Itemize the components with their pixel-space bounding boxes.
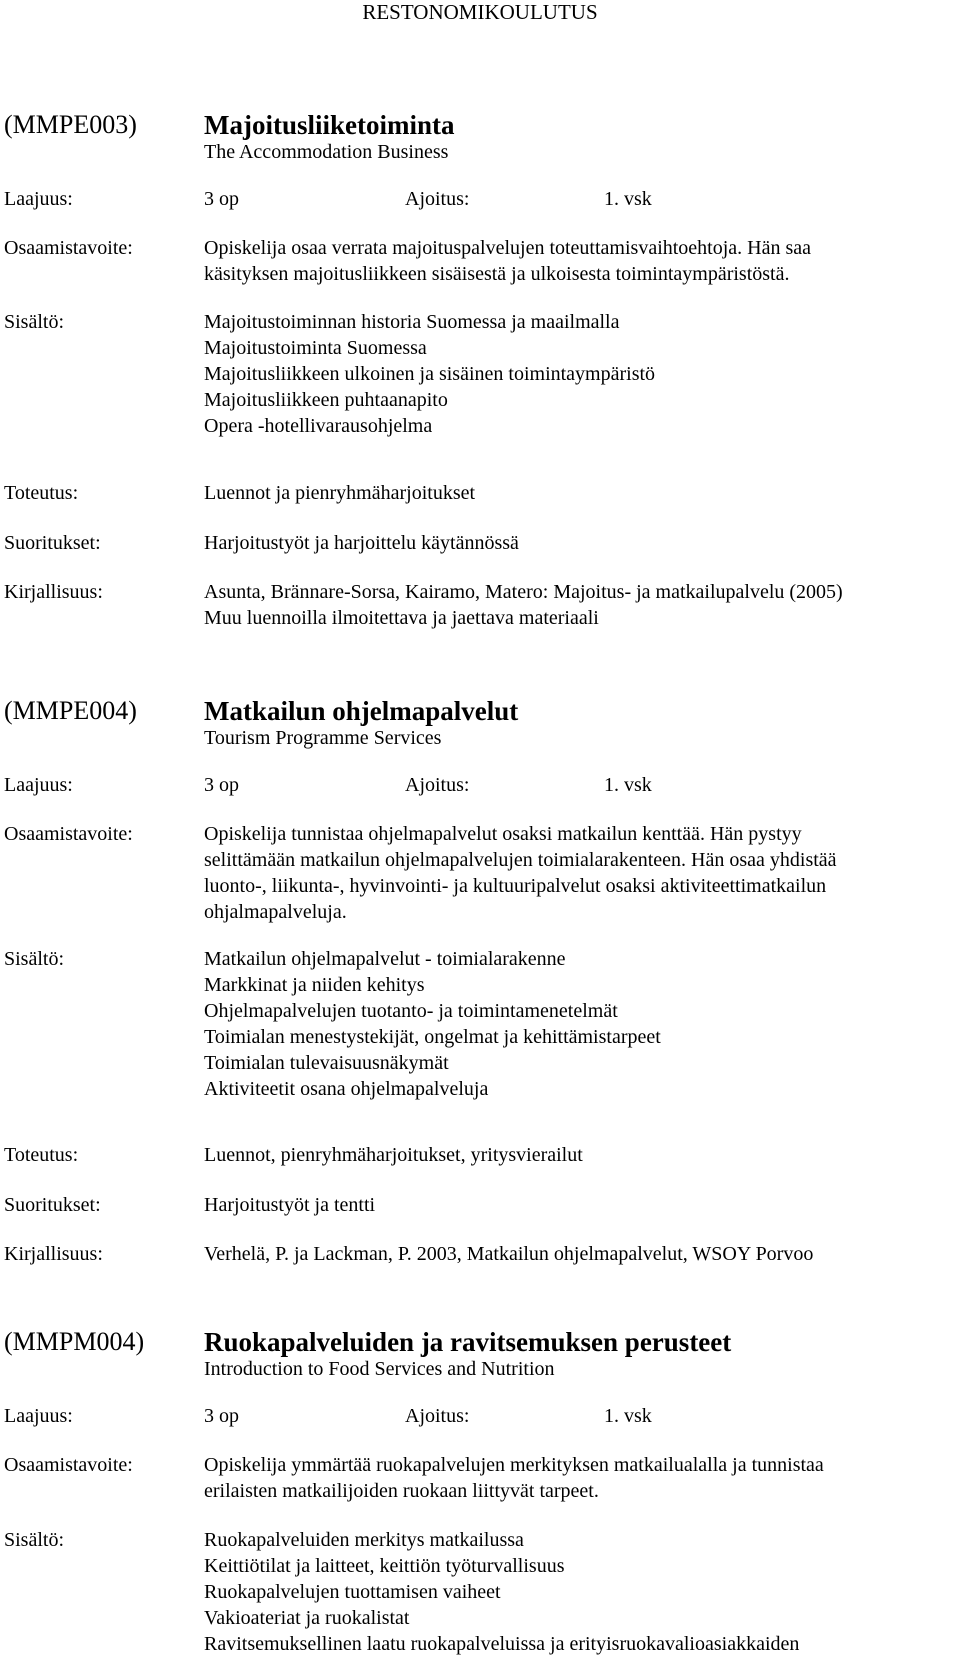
content-item: Majoitustoiminnan historia Suomessa ja maailmalla	[204, 311, 620, 333]
content-label: Sisältö:	[4, 1529, 65, 1551]
content-item: Ruokapalvelujen tuottamisen vaiheet	[204, 1581, 501, 1603]
literature-list	[204, 1241, 954, 1267]
scope-value: 3 op	[204, 774, 239, 796]
content-item: Vakioateriat ja ruokalistat	[204, 1607, 410, 1629]
content-item: Toimialan menestystekijät, ongelmat ja kehittämistarpeet	[204, 1026, 661, 1048]
page-header: RESTONOMIKOULUTUS	[362, 0, 598, 24]
goals-line: käsityksen majoitusliikkeen sisäisestä ja ulkoisesta toimintaympäristöstä.	[204, 263, 790, 285]
goals-text	[204, 1452, 954, 1504]
content-label: Sisältö:	[4, 311, 65, 333]
course-code: (MMPE003)	[4, 110, 137, 139]
timing-value: 1. vsk	[604, 774, 652, 796]
timing-label: Ajoitus:	[405, 188, 470, 210]
literature-item: Verhelä, P. ja Lackman, P. 2003, Matkailun ohjelmapalvelut, WSOY Porvoo	[204, 1243, 814, 1265]
goals-line: ohjalmapalveluja.	[204, 901, 347, 923]
literature-item: Asunta, Brännare-Sorsa, Kairamo, Matero: Majoitus- ja matkailupalvelu (2005)	[204, 581, 843, 603]
goals-label: Osaamistavoite:	[4, 1454, 133, 1476]
goals-line: selittämään matkailun ohjelmapalvelujen toimialarakenteen. Hän osaa yhdistää	[204, 849, 837, 871]
literature-label: Kirjallisuus:	[4, 1243, 103, 1265]
content-list	[204, 1527, 954, 1657]
performance-label: Suoritukset:	[4, 1194, 101, 1216]
timing-label: Ajoitus:	[405, 774, 470, 796]
content-item: Toimialan tulevaisuusnäkymät	[204, 1052, 449, 1074]
content-item: Matkailun ohjelmapalvelut - toimialarakenne	[204, 948, 566, 970]
content-list	[204, 946, 954, 1102]
timing-value: 1. vsk	[604, 188, 652, 210]
course-code: (MMPM004)	[4, 1327, 145, 1356]
course-title: Majoitusliiketoiminta	[204, 110, 455, 140]
content-item: Ravitsemuksellinen laatu ruokapalveluissa ja erityisruokavalioasiakkaiden	[204, 1633, 800, 1655]
course-title: Matkailun ohjelmapalvelut	[204, 696, 519, 726]
timing-value: 1. vsk	[604, 1405, 652, 1427]
content-item: Markkinat ja niiden kehitys	[204, 974, 425, 996]
content-item: Ohjelmapalvelujen tuotanto- ja toimintamenetelmät	[204, 1000, 618, 1022]
performance-text: Harjoitustyöt ja harjoittelu käytännössä	[204, 532, 519, 554]
implementation-label: Toteutus:	[4, 1144, 79, 1166]
content-list	[204, 309, 954, 439]
performance-label: Suoritukset:	[4, 532, 101, 554]
course-subtitle: Tourism Programme Services	[204, 727, 442, 749]
scope-label: Laajuus:	[4, 188, 73, 210]
content-item: Majoitusliikkeen ulkoinen ja sisäinen toimintaympäristö	[204, 363, 656, 385]
course-subtitle: The Accommodation Business	[204, 141, 449, 163]
implementation-text: Luennot, pienryhmäharjoitukset, yritysvierailut	[204, 1144, 583, 1166]
scope-value: 3 op	[204, 188, 239, 210]
literature-list	[204, 579, 954, 631]
goals-label: Osaamistavoite:	[4, 237, 133, 259]
goals-line: erilaisten matkailijoiden ruokaan liittyvät tarpeet.	[204, 1480, 599, 1502]
goals-line: luonto-, liikunta-, hyvinvointi- ja kultuuripalvelut osaksi aktiviteettimatkailun	[204, 875, 827, 897]
content-item: Majoitusliikkeen puhtaanapito	[204, 389, 448, 411]
course-title: Ruokapalveluiden ja ravitsemuksen perusteet	[204, 1327, 732, 1357]
literature-item: Muu luennoilla ilmoitettava ja jaettava materiaali	[204, 607, 599, 629]
implementation-text: Luennot ja pienryhmäharjoitukset	[204, 482, 476, 504]
content-item: Majoitustoiminta Suomessa	[204, 337, 427, 359]
goals-text	[204, 821, 954, 925]
course-subtitle: Introduction to Food Services and Nutrition	[204, 1358, 555, 1380]
goals-label: Osaamistavoite:	[4, 823, 133, 845]
literature-label: Kirjallisuus:	[4, 581, 103, 603]
goals-line: Opiskelija ymmärtää ruokapalvelujen merkityksen matkailualalla ja tunnistaa	[204, 1454, 824, 1476]
goals-line: Opiskelija osaa verrata majoituspalvelujen toteuttamisvaihtoehtoja. Hän saa	[204, 237, 812, 259]
content-item: Aktiviteetit osana ohjelmapalveluja	[204, 1078, 489, 1100]
scope-value: 3 op	[204, 1405, 239, 1427]
content-label: Sisältö:	[4, 948, 65, 970]
scope-label: Laajuus:	[4, 1405, 73, 1427]
implementation-label: Toteutus:	[4, 482, 79, 504]
timing-label: Ajoitus:	[405, 1405, 470, 1427]
goals-line: Opiskelija tunnistaa ohjelmapalvelut osaksi matkailun kenttää. Hän pystyy	[204, 823, 802, 845]
content-item: Opera -hotellivarausohjelma	[204, 415, 433, 437]
goals-text	[204, 235, 954, 287]
content-item: Ruokapalveluiden merkitys matkailussa	[204, 1529, 524, 1551]
course-code: (MMPE004)	[4, 696, 137, 725]
content-item: Keittiötilat ja laitteet, keittiön työturvallisuus	[204, 1555, 565, 1577]
performance-text: Harjoitustyöt ja tentti	[204, 1194, 376, 1216]
scope-label: Laajuus:	[4, 774, 73, 796]
